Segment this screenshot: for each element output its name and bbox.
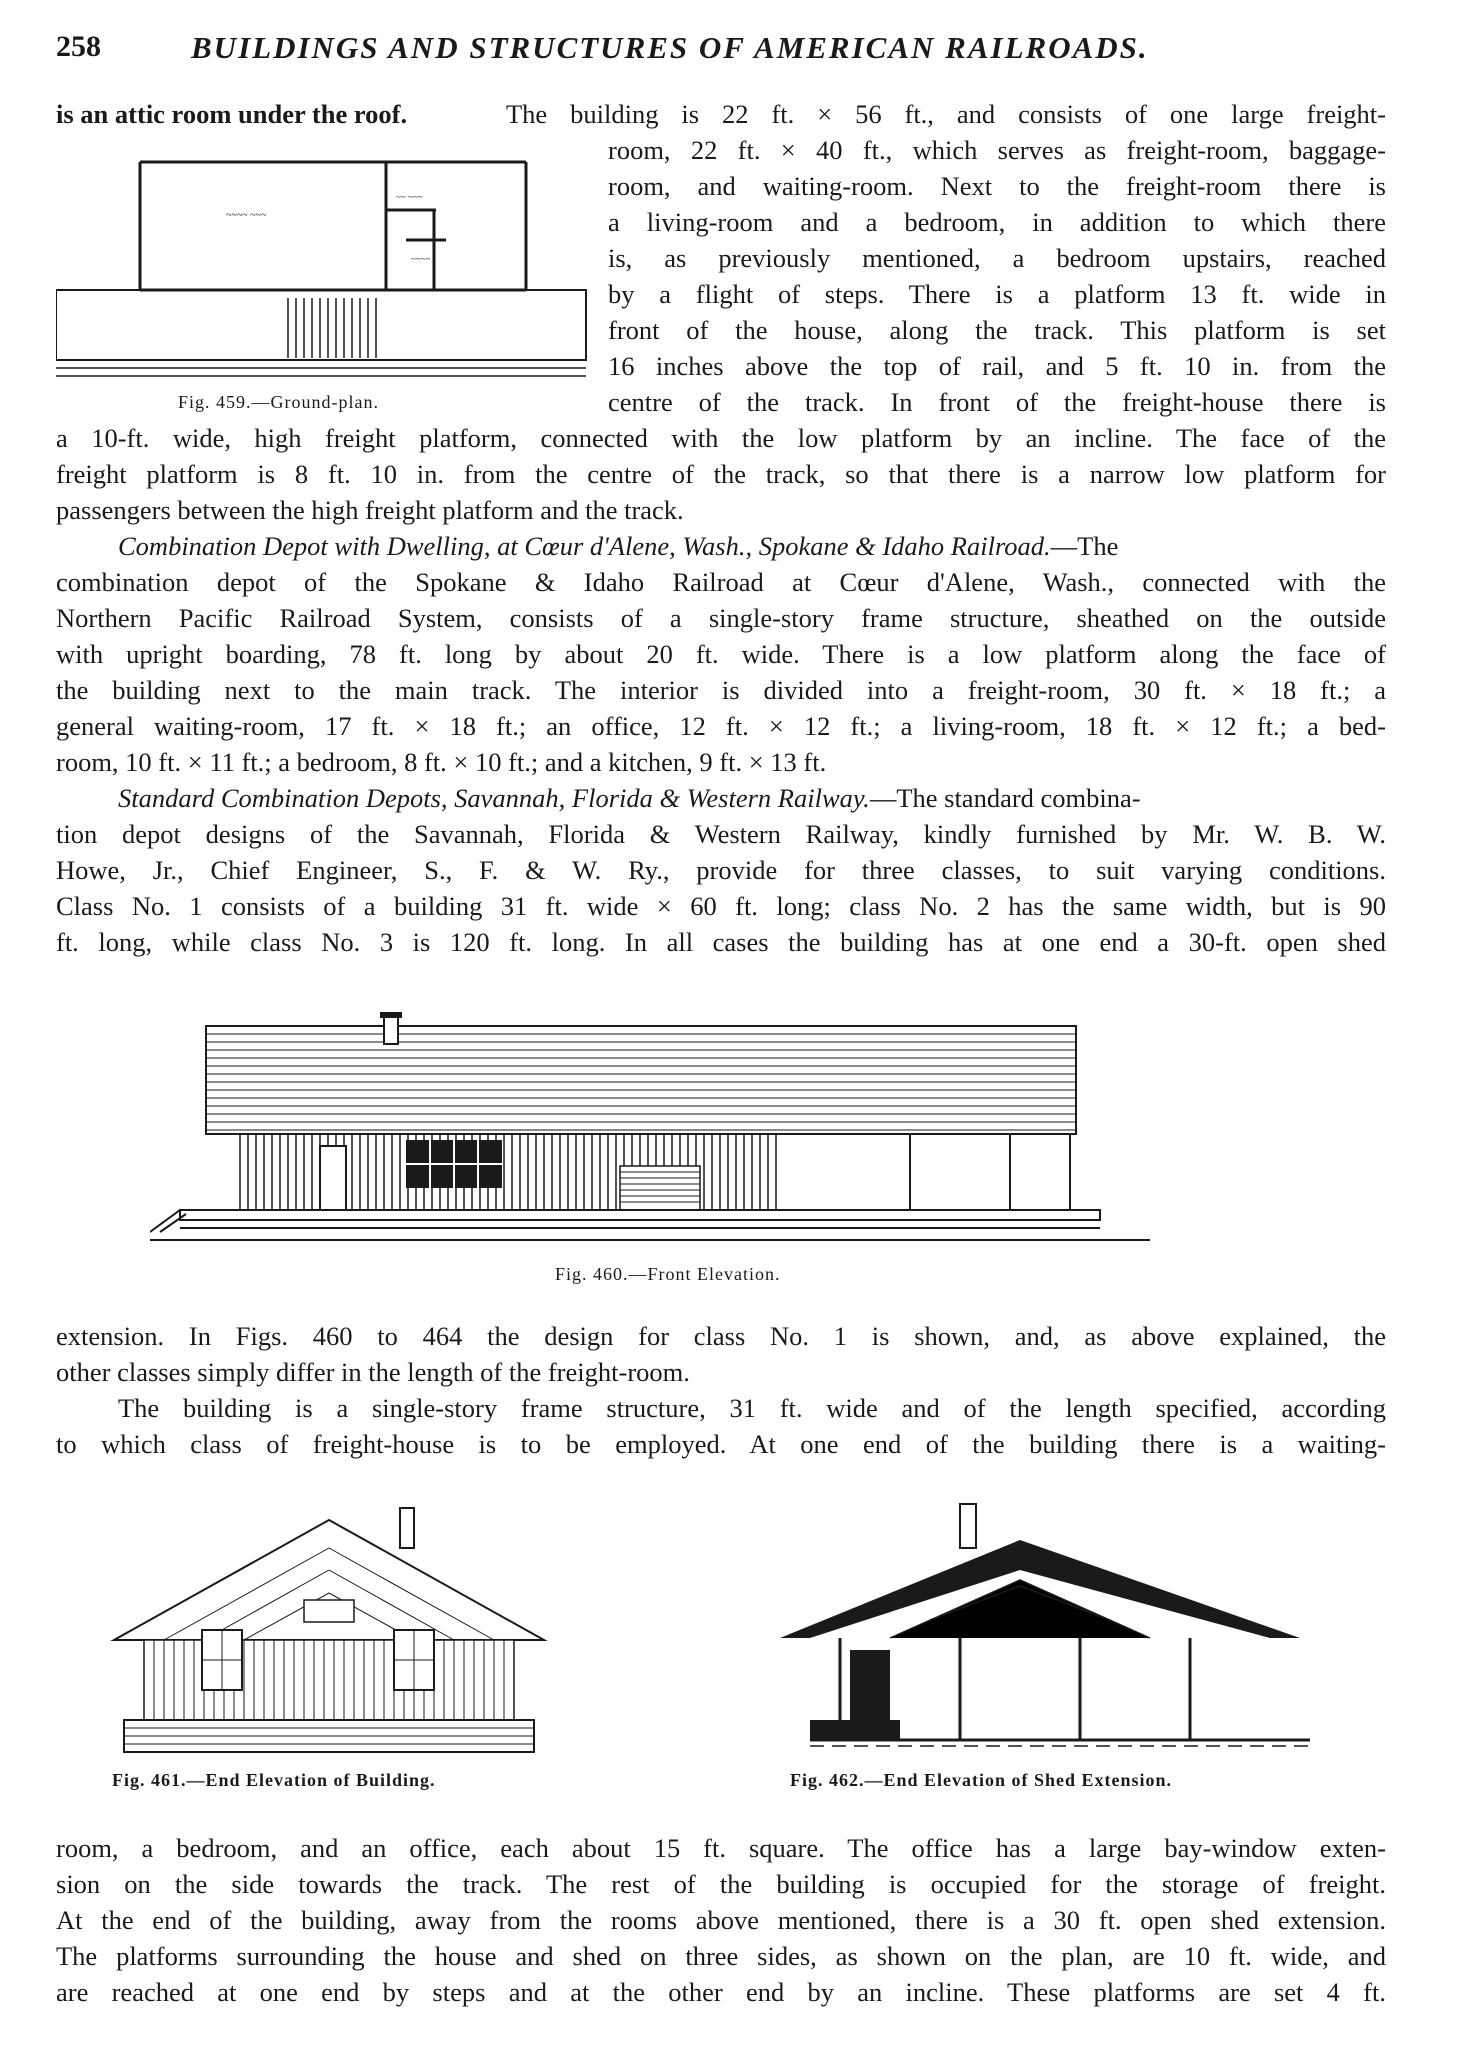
front-elevation-figure xyxy=(150,1000,1150,1262)
intro-right-line: The building is 22 ft. × 56 ft., and consists of one large freight- xyxy=(506,99,1386,129)
mid-para-line: The building is a single-story frame structure, 31 ft. wide and of the length specified, according xyxy=(118,1393,1386,1423)
coeur-line: general waiting-room, 17 ft. × 18 ft.; an office, 12 ft. × 12 ft.; a living-room, 18 ft. × 12 ft.; a bed- xyxy=(56,711,1386,741)
coeur-heading-rest: —The xyxy=(1050,531,1119,561)
coeur-line: the building next to the main track. The interior is divided into a freight-room, 30 ft. × 18 ft.; a xyxy=(56,675,1386,705)
mid-line: other classes simply differ in the length of the freight-room. xyxy=(56,1357,690,1387)
running-title: BUILDINGS AND STRUCTURES OF AMERICAN RAILROADS. xyxy=(191,30,1149,65)
savannah-line: tion depot designs of the Savannah, Florida & Western Railway, kindly furnished by Mr. W. B. W. xyxy=(56,819,1386,849)
svg-text:~~~~ ~~~: ~~~~ ~~~ xyxy=(226,210,267,221)
intro-left-line: is an attic room under the roof. xyxy=(56,99,408,129)
wrap-line: room, and waiting-room. Next to the freight-room there is xyxy=(608,171,1386,201)
full-line: freight platform is 8 ft. 10 in. from the centre of the track, so that there is a narrow low platform for xyxy=(56,459,1386,489)
end-line: sion on the side towards the track. The rest of the building is occupied for the storage of freight. xyxy=(56,1869,1386,1899)
wrap-line: room, 22 ft. × 40 ft., which serves as freight-room, baggage- xyxy=(608,135,1386,165)
wrap-line: 16 inches above the top of rail, and 5 ft. 10 in. from the xyxy=(608,351,1386,381)
coeur-line: combination depot of the Spokane & Idaho Railroad at Cœur d'Alene, Wash., connected with the xyxy=(56,567,1386,597)
svg-text:~~~~: ~~~~ xyxy=(411,254,431,264)
end-elevation-building-figure xyxy=(104,1490,564,1760)
full-line: passengers between the high freight platform and the track. xyxy=(56,495,684,525)
fig461-caption: Fig. 461.—End Elevation of Building. xyxy=(112,1770,436,1790)
ground-plan-figure xyxy=(56,150,596,390)
page-number: 258 xyxy=(56,30,101,63)
end-line: The platforms surrounding the house and shed on three sides, as shown on the plan, are 10 ft. wide, and xyxy=(56,1941,1386,1971)
mid-line: extension. In Figs. 460 to 464 the design for class No. 1 is shown, and, as above explained, the xyxy=(56,1321,1386,1351)
wrap-line: a living-room and a bedroom, in addition to which there xyxy=(608,207,1386,237)
running-header xyxy=(56,30,1426,74)
coeur-heading: Combination Depot with Dwelling, at Cœur d'Alene, Wash., Spokane & Idaho Railroad. xyxy=(118,531,1051,561)
coeur-line: with upright boarding, 78 ft. long by about 20 ft. wide. There is a low platform along the face of xyxy=(56,639,1386,669)
fig459-caption: Fig. 459.—Ground-plan. xyxy=(178,392,379,412)
end-elevation-shed-figure xyxy=(770,1500,1340,1760)
wrap-line: centre of the track. In front of the freight-house there is xyxy=(608,387,1386,417)
savannah-line: ft. long, while class No. 3 is 120 ft. long. In all cases the building has at one end a 30-ft. open shed xyxy=(56,927,1386,957)
fig460-caption: Fig. 460.—Front Elevation. xyxy=(555,1264,781,1284)
full-line: a 10-ft. wide, high freight platform, connected with the low platform by an incline. The face of the xyxy=(56,423,1386,453)
savannah-line: Class No. 1 consists of a building 31 ft. wide × 60 ft. long; class No. 2 has the same width, but is 90 xyxy=(56,891,1386,921)
savannah-line: Howe, Jr., Chief Engineer, S., F. & W. Ry., provide for three classes, to suit varying conditions. xyxy=(56,855,1386,885)
wrap-line: front of the house, along the track. This platform is set xyxy=(608,315,1386,345)
savannah-heading: Standard Combination Depots, Savannah, Florida & Western Railway. xyxy=(118,783,870,813)
coeur-line: Northern Pacific Railroad System, consists of a single-story frame structure, sheathed on the outside xyxy=(56,603,1386,633)
end-line: room, a bedroom, and an office, each about 15 ft. square. The office has a large bay-window exten- xyxy=(56,1833,1386,1863)
wrap-line: by a flight of steps. There is a platform 13 ft. wide in xyxy=(608,279,1386,309)
svg-text:~~ ~~~: ~~ ~~~ xyxy=(396,192,423,202)
mid-para-line: to which class of freight-house is to be employed. At one end of the building there is a waiting- xyxy=(56,1429,1386,1459)
end-line: At the end of the building, away from the rooms above mentioned, there is a 30 ft. open shed extension. xyxy=(56,1905,1386,1935)
savannah-heading-line xyxy=(118,780,1386,816)
coeur-heading-line xyxy=(118,528,1386,564)
coeur-line: room, 10 ft. × 11 ft.; a bedroom, 8 ft. × 10 ft.; and a kitchen, 9 ft. × 13 ft. xyxy=(56,747,827,777)
wrap-line: is, as previously mentioned, a bedroom upstairs, reached xyxy=(608,243,1386,273)
end-line: are reached at one end by steps and at the other end by an incline. These platforms are set 4 ft. xyxy=(56,1977,1386,2007)
fig462-caption: Fig. 462.—End Elevation of Shed Extension. xyxy=(790,1770,1173,1790)
savannah-heading-rest: —The standard combina- xyxy=(869,783,1141,813)
